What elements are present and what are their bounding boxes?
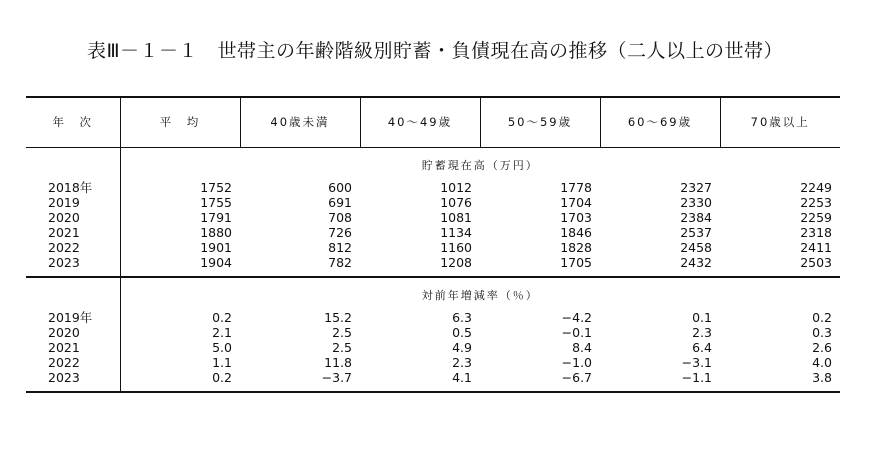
table-cell: 1160 [440,239,472,255]
table-cell: −0.1 [561,324,592,340]
table-cell: −4.2 [561,309,592,325]
table-cell: 2.3 [692,324,712,340]
table-cell: 2.5 [332,324,352,340]
table-cell: −1.0 [561,354,592,370]
table-cell: 1752 [120,180,240,195]
table-cell: 1704 [560,194,592,210]
table-cell: 1.1 [120,355,240,370]
section-header-row [26,277,840,310]
table-cell: −6.7 [480,370,600,392]
table-cell: 2249 [800,179,832,195]
table-cell: 0.5 [452,324,472,340]
table-cell: 2503 [720,255,840,277]
table-cell: −3.1 [681,354,712,370]
table-cell: 0.2 [120,310,240,325]
table-cell: 2537 [680,224,712,240]
table-row [26,180,840,195]
table-row [26,210,840,225]
table-cell: 1705 [480,255,600,277]
table-cell: 1880 [120,225,240,240]
table-cell: 2259 [800,209,832,225]
row-year: 2023 [26,255,120,277]
table-cell: 2327 [680,179,712,195]
table-cell: 726 [328,224,352,240]
table-cell: 708 [328,209,352,225]
table-row [26,255,840,277]
row-year: 2019年 [48,309,93,325]
table-cell: 0.2 [120,370,240,392]
section-year-spacer [26,277,120,310]
section-title: 対前年増減率（％） [120,277,840,310]
header-40-49: 40～49歳 [360,97,480,147]
header-under-40: 40歳未満 [240,97,360,147]
table-row [26,340,840,355]
table-row [26,310,840,325]
section-header-row [26,147,840,180]
section-title: 貯蓄現在高（万円） [120,147,840,180]
data-table [26,96,840,393]
header-70-over: 70歳以上 [720,97,840,147]
table-cell: 691 [328,194,352,210]
table-cell: 1755 [120,195,240,210]
row-year: 2023 [26,370,120,392]
table-cell: 0.3 [812,324,832,340]
table-cell: 2.3 [452,354,472,370]
table-title: 表Ⅲ－１－１ 世帯主の年齢階級別貯蓄・負債現在高の推移（二人以上の世帯） [86,40,784,62]
table-cell: 1904 [120,255,240,277]
table-cell: 1076 [440,194,472,210]
table-cell: 1846 [560,224,592,240]
row-year: 2020 [48,324,80,340]
table-cell: 1791 [120,210,240,225]
table-cell: 2432 [600,255,720,277]
row-year: 2022 [48,354,80,370]
header-60-69: 60～69歳 [600,97,720,147]
table-cell: 6.4 [692,339,712,355]
table-cell: 5.0 [120,340,240,355]
table-cell: 1134 [440,224,472,240]
table-cell: 15.2 [324,309,352,325]
table-cell: 0.1 [692,309,712,325]
table-cell: 2.1 [120,325,240,340]
section-year-spacer [26,147,120,180]
table-row [26,225,840,240]
header-average: 平 均 [120,97,240,147]
table-cell: 2384 [680,209,712,225]
table-cell: 8.4 [572,339,592,355]
header-50-59: 50～59歳 [480,97,600,147]
table-cell: 2458 [680,239,712,255]
row-year: 2021 [48,224,80,240]
table-cell: 1012 [440,179,472,195]
table-cell: 0.2 [812,309,832,325]
table-cell: 4.1 [360,370,480,392]
table-cell: 1081 [440,209,472,225]
table-cell: 2330 [680,194,712,210]
table-cell: 1208 [360,255,480,277]
table-cell: 2411 [800,239,832,255]
table-cell: 2.6 [812,339,832,355]
table-cell: 4.9 [452,339,472,355]
table-cell: 2318 [800,224,832,240]
table-cell: 600 [328,179,352,195]
row-year: 2019 [48,194,80,210]
table-cell: −3.7 [240,370,360,392]
table-cell: 1778 [560,179,592,195]
table-row [26,240,840,255]
header-year: 年 次 [26,97,120,147]
table-cell: 2253 [800,194,832,210]
row-year: 2020 [48,209,80,225]
table-cell: 4.0 [812,354,832,370]
header-row [26,97,840,147]
table-row [26,195,840,210]
table-cell: 6.3 [452,309,472,325]
table-cell: 2.5 [332,339,352,355]
table-cell: −1.1 [600,370,720,392]
table-cell: 11.8 [324,354,352,370]
row-year: 2018年 [48,179,93,195]
table-cell: 782 [240,255,360,277]
table-row [26,325,840,340]
table-cell: 1901 [120,240,240,255]
row-year: 2021 [48,339,80,355]
table-row [26,370,840,392]
table-cell: 812 [328,239,352,255]
table-cell: 1703 [560,209,592,225]
row-year: 2022 [48,239,80,255]
table-row [26,355,840,370]
table-cell: 3.8 [720,370,840,392]
table-cell: 1828 [560,239,592,255]
